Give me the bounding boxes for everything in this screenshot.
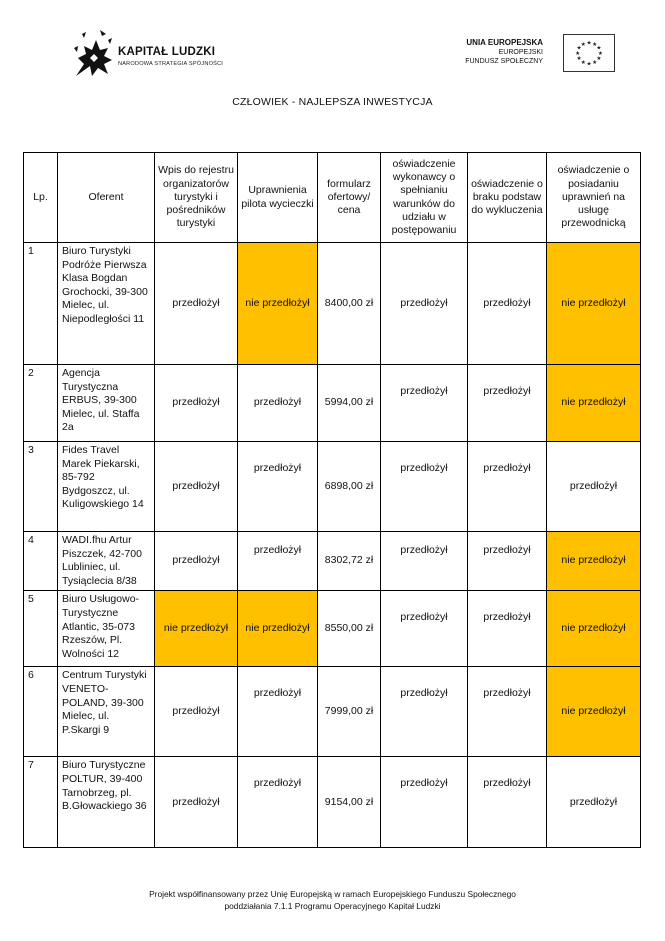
svg-text:★: ★ <box>576 45 582 52</box>
ue-text-block <box>465 38 543 66</box>
col-header-oferent: Oferent <box>58 153 155 243</box>
cell-wpis: przedłożył <box>155 532 238 591</box>
col-header-przewodnik: oświadczenie o posiadaniu uprawnień na usługę przewodnicką <box>547 153 641 243</box>
offers-table <box>23 152 641 848</box>
table-row <box>24 442 641 532</box>
cell-cena: 8550,00 zł <box>318 591 381 667</box>
cell-cena: 7999,00 zł <box>318 667 381 757</box>
cell-oferent: Agencja Turystyczna ERBUS, 39-300 Mielec, ul. Staffa 2a <box>58 365 155 442</box>
kl-title: KAPITAŁ LUDZKI <box>118 46 216 58</box>
kapital-ludzki-emblem-icon <box>72 28 114 78</box>
cell-lp: 4 <box>24 532 58 591</box>
svg-text:★: ★ <box>597 50 603 57</box>
cell-przewodnik: nie przedłożył <box>547 591 641 667</box>
page-header <box>0 0 665 90</box>
col-header-wykluczenie: oświadczenie o braku podstaw do wykluczenia <box>468 153 547 243</box>
cell-cena: 8302,72 zł <box>318 532 381 591</box>
svg-text:★: ★ <box>592 59 598 66</box>
cell-przewodnik: przedłożył <box>547 442 641 532</box>
page-slogan: CZŁOWIEK - NAJLEPSZA INWESTYCJA <box>232 96 433 108</box>
col-header-lp: Lp. <box>24 153 58 243</box>
table-row <box>24 365 641 442</box>
cell-warunki: przedłożył <box>381 365 468 442</box>
cell-cena: 8400,00 zł <box>318 243 381 365</box>
footer-line-2: poddziałania 7.1.1 Programu Operacyjnego Kapitał Ludzki <box>224 901 441 911</box>
page-footer <box>0 888 665 912</box>
cell-oferent: Centrum Turystyki VENETO-POLAND, 39-300 Mielec, ul. P.Skargi 9 <box>58 667 155 757</box>
ue-line-3: FUNDUSZ SPOŁECZNY <box>465 58 543 65</box>
cell-wykluczenie: przedłożył <box>468 757 547 848</box>
cell-wpis: nie przedłożył <box>155 591 238 667</box>
svg-text:★: ★ <box>575 50 581 57</box>
svg-text:★: ★ <box>580 59 586 66</box>
cell-pilot: nie przedłożył <box>238 243 318 365</box>
cell-warunki: przedłożył <box>381 667 468 757</box>
table-row <box>24 243 641 365</box>
cell-lp: 3 <box>24 442 58 532</box>
svg-text:★: ★ <box>580 41 586 48</box>
ue-line-1: UNIA EUROPEJSKA <box>466 38 543 47</box>
kl-subtitle: NARODOWA STRATEGIA SPÓJNOŚCI <box>118 61 224 67</box>
svg-text:★: ★ <box>576 56 582 63</box>
cell-lp: 5 <box>24 591 58 667</box>
cell-wykluczenie: przedłożył <box>468 365 547 442</box>
col-header-pilot: Uprawnienia pilota wycieczki <box>238 153 318 243</box>
eu-flag-icon <box>563 34 615 72</box>
cell-przewodnik: nie przedłożył <box>547 243 641 365</box>
cell-lp: 1 <box>24 243 58 365</box>
cell-wpis: przedłożył <box>155 243 238 365</box>
table-row <box>24 757 641 848</box>
cell-warunki: przedłożył <box>381 243 468 365</box>
cell-wykluczenie: przedłożył <box>468 243 547 365</box>
col-header-wpis: Wpis do rejestru organizatorów turystyki i pośredników turystyki <box>155 153 238 243</box>
cell-wykluczenie: przedłożył <box>468 532 547 591</box>
cell-warunki: przedłożył <box>381 442 468 532</box>
kapital-ludzki-logo <box>72 28 247 78</box>
cell-lp: 7 <box>24 757 58 848</box>
cell-przewodnik: przedłożył <box>547 757 641 848</box>
cell-przewodnik: nie przedłożył <box>547 532 641 591</box>
table-row <box>24 532 641 591</box>
col-header-cena: formularz ofertowy/ cena <box>318 153 381 243</box>
cell-warunki: przedłożył <box>381 591 468 667</box>
cell-pilot: przedłożył <box>238 532 318 591</box>
svg-text:★: ★ <box>586 61 592 68</box>
svg-text:★: ★ <box>596 56 602 63</box>
cell-pilot: nie przedłożył <box>238 591 318 667</box>
cell-cena: 9154,00 zł <box>318 757 381 848</box>
svg-text:★: ★ <box>592 41 598 48</box>
cell-lp: 6 <box>24 667 58 757</box>
cell-cena: 6898,00 zł <box>318 442 381 532</box>
cell-oferent: WADI.fhu Artur Piszczek, 42-700 Lubliniec, ul. Tysiąclecia 8/38 <box>58 532 155 591</box>
cell-warunki: przedłożył <box>381 757 468 848</box>
cell-oferent: Biuro Usługowo-Turystyczne Atlantic, 35-073 Rzeszów, Pl. Wolności 12 <box>58 591 155 667</box>
ue-logo <box>455 30 615 75</box>
cell-oferent: Fides Travel Marek Piekarski, 85-792 Bydgoszcz, ul. Kuligowskiego 14 <box>58 442 155 532</box>
table-header-row <box>24 153 641 243</box>
cell-pilot: przedłożył <box>238 442 318 532</box>
cell-wpis: przedłożył <box>155 667 238 757</box>
cell-przewodnik: nie przedłożył <box>547 667 641 757</box>
cell-pilot: przedłożył <box>238 365 318 442</box>
cell-wykluczenie: przedłożył <box>468 667 547 757</box>
cell-wpis: przedłożył <box>155 365 238 442</box>
cell-lp: 2 <box>24 365 58 442</box>
cell-pilot: przedłożył <box>238 667 318 757</box>
svg-text:★: ★ <box>586 40 592 47</box>
footer-line-1: Projekt współfinansowany przez Unię Europejską w ramach Europejskiego Funduszu Społecznego <box>149 889 516 899</box>
cell-wykluczenie: przedłożył <box>468 591 547 667</box>
cell-pilot: przedłożył <box>238 757 318 848</box>
col-header-warunki: oświadczenie wykonawcy o spełnianiu warunków do udziału w postępowaniu <box>381 153 468 243</box>
table-row <box>24 591 641 667</box>
cell-cena: 5994,00 zł <box>318 365 381 442</box>
cell-wpis: przedłożył <box>155 442 238 532</box>
ue-line-2: EUROPEJSKI <box>498 49 543 56</box>
cell-przewodnik: nie przedłożył <box>547 365 641 442</box>
table-row <box>24 667 641 757</box>
cell-warunki: przedłożył <box>381 532 468 591</box>
cell-oferent: Biuro Turystyki Podróże Pierwsza Klasa Bogdan Grochocki, 39-300 Mielec, ul. Niepodległości 11 <box>58 243 155 365</box>
cell-oferent: Biuro Turystyczne POLTUR, 39-400 Tarnobrzeg, pl. B.Głowackiego 36 <box>58 757 155 848</box>
cell-wykluczenie: przedłożył <box>468 442 547 532</box>
cell-wpis: przedłożył <box>155 757 238 848</box>
svg-text:★: ★ <box>596 45 602 52</box>
